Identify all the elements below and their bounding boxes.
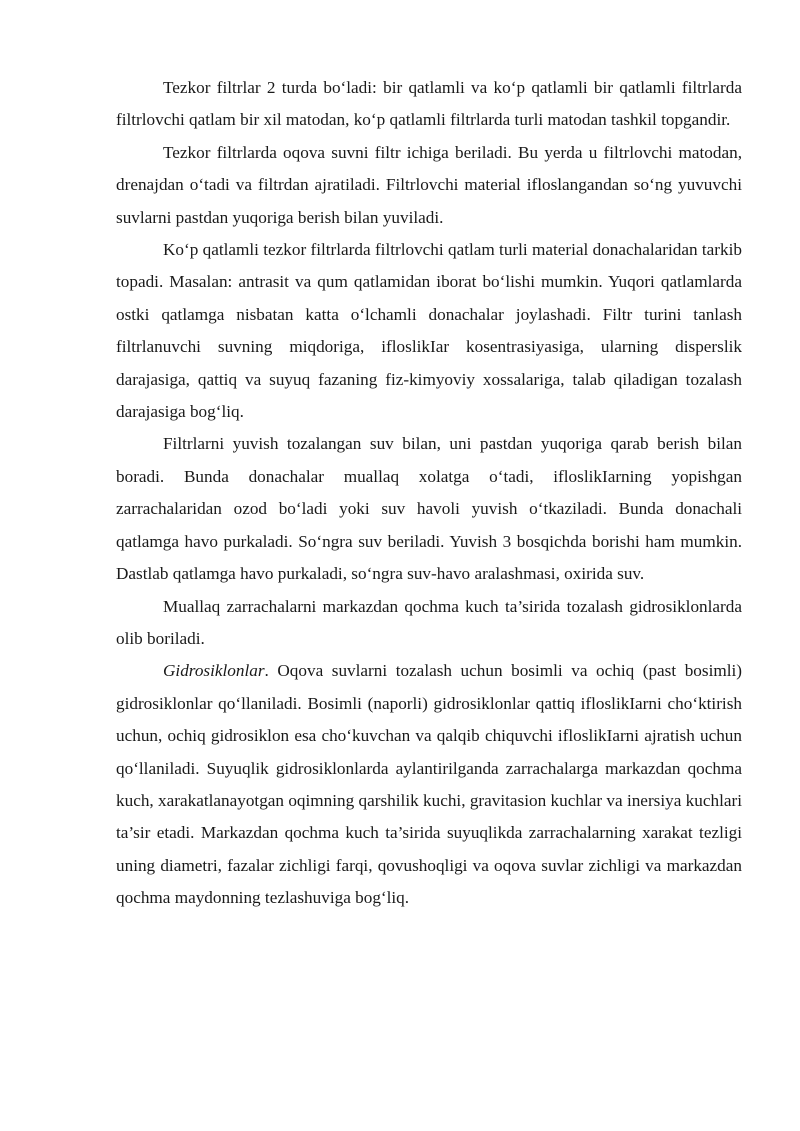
paragraph-hydrocyclones: [116, 655, 742, 914]
hydrocyclones-text: . Oqova suvlarni tozalash uchun bosimli va ochiq (past bosimli) gidrosiklonlar qo‘llaniladi. Bosimli (naporli) gidrosiklonlar qattiq ifloslikIarni cho‘ktirish uchun, ochiq gidrosiklon esa cho‘kuvchan va qalqib chiquvchi ifloslikIarni ajratish uchun qo‘llaniladi. Suyuqlik gidrosiklonlarda aylantirilganda zarrachalarga markazdan qochma kuch, xarakatlanayotgan oqimning qarshilik kuchi, gravitasion kuchlar va inersiya kuchlari ta’sir etadi. Markazdan qochma kuch ta’sirida suyuqlikda zarrachalarning xarakat tezligi uning diametri, fazalar zichligi farqi, qovushoqligi va oqova suvlar zichligi va markazdan qochma maydonning tezlashuviga bog‘liq.: [116, 661, 742, 908]
hydrocyclones-term: Gidrosiklonlar: [163, 661, 265, 681]
paragraph-multilayer-filters: Ko‘p qatlamli tezkor filtrlarda filtrlovchi qatlam turli material donachalaridan tarkib topadi. Masalan: antrasit va qum qatlamidan iborat bo‘lishi mumkin. Yuqori qatlamlarda ostki qatlamga nisbatan katta o‘lchamli donachalar joylashadi. Filtr turini tanlash filtrlanuvchi suvning miqdoriga, ifloslikIar kosentrasiyasiga, ularning disperslik darajasiga, qattiq va suyuq fazaning fiz-kimyoviy xossalariga, talab qiladigan tozalash darajasiga bog‘liq.: [116, 240, 742, 422]
paragraph-centrifugal-cleaning: Muallaq zarrachalarni markazdan qochma kuch ta’sirida tozalash gidrosiklonlarda olib boriladi.: [116, 596, 742, 648]
paragraph-filter-washing: Filtrlarni yuvish tozalangan suv bilan, uni pastdan yuqoriga qarab berish bilan boradi. Bunda donachalar muallaq xolatga o‘tadi, ifloslikIarning yopishgan zarrachalaridan ozod bo‘ladi yoki suv havoli yuvish o‘tkaziladi. Bunda donachali qatlamga havo purkaladi. So‘ngra suv beriladi. Yuvish 3 bosqichda borishi ham mumkin. Dastlab qatlamga havo purkaladi, so‘ngra suv-havo aralashmasi, oxirida suv.: [116, 434, 742, 584]
paragraph-rapid-filter-operation: Tezkor filtrlarda oqova suvni filtr ichiga beriladi. Bu yerda u filtrlovchi matodan, drenajdan o‘tadi va filtrdan ajratiladi. Filtrlovchi material ifloslangandan so‘ng yuvuvchi suvlarni pastdan yuqoriga berish bilan yuviladi.: [116, 142, 742, 227]
document-page: [116, 72, 742, 915]
paragraph-filter-types: Tezkor filtrlar 2 turda bo‘ladi: bir qatlamli va ko‘p qatlamli bir qatlamli filtrlarda filtrlovchi qatlam bir xil matodan, ko‘p qatlamli filtrlarda turli matodan tashkil topgandir.: [116, 78, 742, 130]
